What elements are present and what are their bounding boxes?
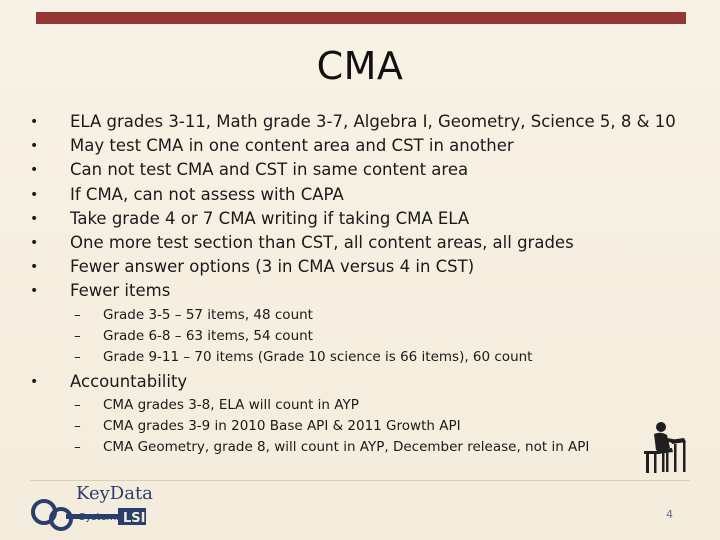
bullet-item <box>30 134 700 158</box>
sub-bullet-item <box>30 437 700 458</box>
dash-icon: – <box>74 327 81 344</box>
footer-divider <box>30 480 690 481</box>
dash-icon: – <box>74 438 81 455</box>
bullet-icon: • <box>30 138 39 155</box>
bullet-text: May test CMA in one content area and CST in another <box>70 136 514 156</box>
bullet-item <box>30 207 700 231</box>
bullet-item-accountability <box>30 370 700 394</box>
bullet-text: Take grade 4 or 7 CMA writing if taking CMA ELA <box>70 208 470 228</box>
bullet-item <box>30 110 700 134</box>
sub-bullet-text: Grade 9-11 – 70 items (Grade 10 science is 66 items), 60 count <box>103 348 533 365</box>
bullet-icon: • <box>30 283 39 300</box>
dash-icon: – <box>74 348 81 365</box>
reader-at-desk-icon <box>640 418 690 476</box>
slide-title: CMA <box>316 44 404 88</box>
bullet-item <box>30 255 700 279</box>
bullet-icon: • <box>30 235 39 252</box>
sub-bullet-item <box>30 416 700 437</box>
svg-text:LSI: LSI <box>123 511 146 526</box>
sub-bullet-item <box>30 347 700 368</box>
sub-bullet-item <box>30 395 700 416</box>
bullet-text: Can not test CMA and CST in same content area <box>70 160 469 180</box>
bullet-text: Fewer answer options (3 in CMA versus 4 in CST) <box>70 257 475 277</box>
bullet-icon: • <box>30 259 39 276</box>
bullet-item <box>30 279 700 303</box>
bullet-text: If CMA, can not assess with CAPA <box>70 184 344 204</box>
sub-bullet-text: Grade 6-8 – 63 items, 54 count <box>103 327 313 344</box>
bullet-text: One more test section than CST, all content areas, all grades <box>70 233 574 253</box>
bullet-text: ELA grades 3-11, Math grade 3-7, Algebra I, Geometry, Science 5, 8 & 10 <box>70 112 676 131</box>
bullet-icon: • <box>30 186 39 203</box>
bullet-text: Fewer items <box>70 281 171 301</box>
sub-bullet-text: CMA grades 3-9 in 2010 Base API & 2011 Growth API <box>103 417 461 434</box>
dash-icon: – <box>74 417 81 434</box>
bullet-item <box>30 183 700 207</box>
bullet-icon: • <box>30 114 39 130</box>
sub-bullet-item <box>30 305 700 326</box>
sub-bullet-text: CMA Geometry, grade 8, will count in AYP, December release, not in API <box>103 438 590 455</box>
bullet-icon: • <box>30 373 39 390</box>
bullet-item <box>30 158 700 182</box>
sub-bullet-text: Grade 3-5 – 57 items, 48 count <box>103 306 313 323</box>
top-accent-bar <box>36 12 686 24</box>
sub-bullet-text: CMA grades 3-8, ELA will count in AYP <box>103 396 359 413</box>
bullet-icon: • <box>30 210 39 227</box>
page-number: 4 <box>666 508 673 521</box>
logo-subtext: Systems <box>79 512 122 523</box>
logo-wordmark: KeyData <box>76 483 153 504</box>
bullet-text: Accountability <box>70 371 188 391</box>
sub-bullet-item <box>30 326 700 347</box>
dash-icon: – <box>74 306 81 323</box>
dash-icon: – <box>74 396 81 413</box>
fewer-items-sublist <box>30 305 700 368</box>
bullet-icon: • <box>30 162 39 179</box>
slide-body <box>30 110 700 460</box>
accountability-sublist <box>30 395 700 458</box>
bullet-item <box>30 231 700 255</box>
